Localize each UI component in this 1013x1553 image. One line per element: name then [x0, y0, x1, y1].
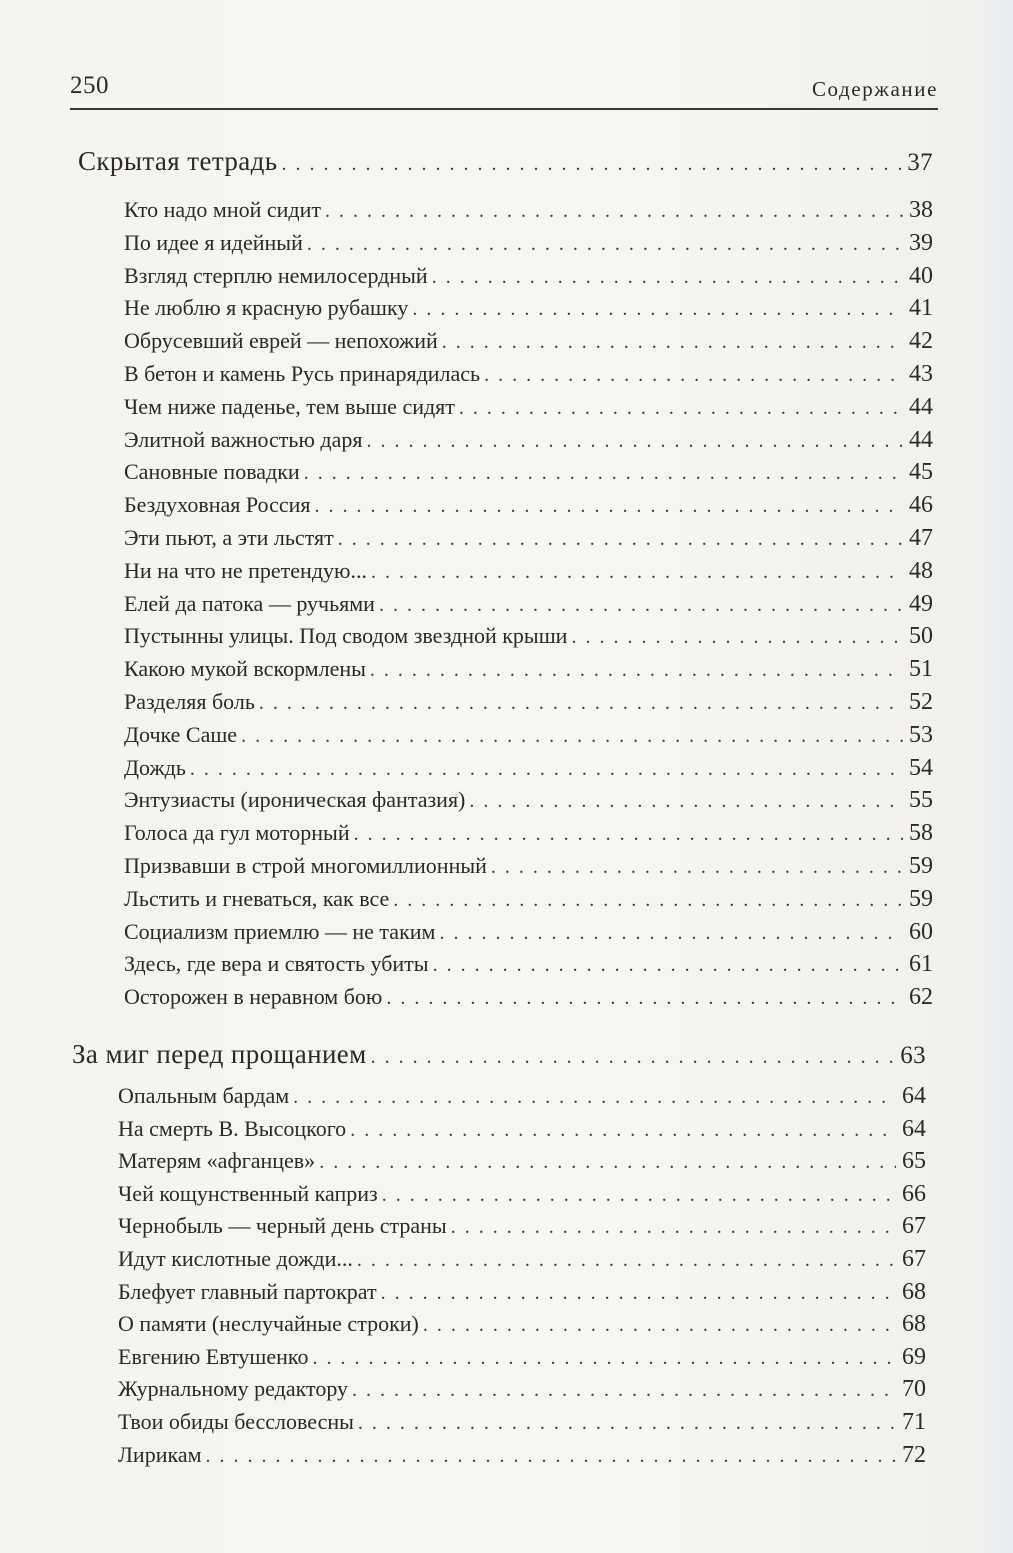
- toc-entry-page: 55: [909, 787, 933, 813]
- dot-leader: [307, 233, 903, 255]
- toc-entry-title: Дочке Саше: [124, 722, 238, 747]
- toc-entry-page: 41: [909, 295, 933, 321]
- dot-leader: [382, 1184, 896, 1206]
- dot-leader: [370, 659, 903, 681]
- toc-entry-title: Голоса да гул моторный: [124, 820, 350, 845]
- toc-entry-page: 64: [902, 1116, 926, 1142]
- toc-entry: [118, 1246, 926, 1278]
- dot-leader: [386, 987, 903, 1009]
- dot-leader: [206, 1445, 896, 1467]
- page-number: 250: [70, 72, 109, 99]
- dot-leader: [366, 430, 903, 452]
- section-heading-page: 37: [907, 149, 933, 176]
- dot-leader: [469, 790, 903, 812]
- toc-entry-page: 50: [909, 623, 933, 649]
- toc-entry: [118, 1083, 926, 1115]
- toc-entry: [124, 328, 933, 360]
- toc-entry-title: Осторожен в неравном бою: [124, 984, 383, 1009]
- dot-leader: [357, 1249, 896, 1271]
- toc-entry-title: Призвавши в строй многомиллионный: [124, 853, 487, 878]
- toc-entry: [124, 295, 933, 327]
- toc-entry-title: Какою мукой вскормлены: [124, 656, 366, 681]
- section-heading-title: Скрытая тетрадь: [78, 146, 278, 176]
- dot-leader: [304, 462, 903, 484]
- toc-entry-title: Чей кощунственный каприз: [118, 1181, 378, 1206]
- dot-leader: [412, 298, 903, 320]
- toc-entry: [124, 591, 933, 623]
- toc-entry-title: Елей да патока — ручьями: [124, 591, 375, 616]
- toc-entry: [124, 230, 933, 262]
- toc-entry: [124, 984, 933, 1016]
- toc-entry-title: О памяти (неслучайные строки): [118, 1311, 419, 1336]
- dot-leader: [354, 823, 903, 845]
- toc-entry-title: Льстить и гневаться, как все: [124, 886, 390, 911]
- dot-leader: [381, 1282, 896, 1304]
- toc-entry: [124, 656, 933, 688]
- toc-entry-title: Социализм приемлю — не таким: [124, 919, 436, 944]
- dot-leader: [259, 692, 903, 714]
- toc-entry: [124, 558, 933, 590]
- toc-entry-page: 69: [902, 1344, 926, 1370]
- dot-leader: [319, 1151, 896, 1173]
- toc-entry: [124, 459, 933, 491]
- toc-entry-title: Здесь, где вера и святость убиты: [124, 951, 429, 976]
- dot-leader: [325, 200, 903, 222]
- section-heading: [78, 146, 933, 180]
- dot-leader: [432, 266, 903, 288]
- toc-entry-title: Пустынны улицы. Под сводом звездной крыши: [124, 623, 568, 648]
- toc-entry: [118, 1311, 926, 1343]
- dot-leader: [484, 364, 903, 386]
- toc-entry-page: 39: [909, 230, 933, 256]
- toc-entry-page: 65: [902, 1148, 926, 1174]
- toc-entry: [124, 525, 933, 557]
- toc-entry: [124, 722, 933, 754]
- toc-entry: [124, 689, 933, 721]
- toc-entry-page: 52: [909, 689, 933, 715]
- toc-entry-title: Взгляд стерплю немилосердный: [124, 263, 428, 288]
- dot-leader: [371, 1046, 895, 1068]
- toc-entry-page: 59: [909, 886, 933, 912]
- toc-entry: [124, 427, 933, 459]
- dot-leader: [571, 626, 903, 648]
- dot-leader: [371, 561, 903, 583]
- toc-entry: [124, 951, 933, 983]
- toc-entry: [118, 1148, 926, 1180]
- toc-entry: [124, 197, 933, 229]
- toc-entry-page: 38: [909, 197, 933, 223]
- toc-entry: [118, 1116, 926, 1148]
- dot-leader: [338, 528, 903, 550]
- dot-leader: [393, 889, 903, 911]
- toc-entry-page: 59: [909, 853, 933, 879]
- toc-entry-page: 43: [909, 361, 933, 387]
- toc-entry: [118, 1213, 926, 1245]
- toc-entry-page: 49: [909, 591, 933, 617]
- toc-entry-title: Опальным бардам: [118, 1083, 290, 1108]
- toc-entry: [124, 361, 933, 393]
- toc-entry-page: 64: [902, 1083, 926, 1109]
- dot-leader: [282, 153, 902, 175]
- toc-entry-title: По идее я идейный: [124, 230, 303, 255]
- toc-entry-page: 51: [909, 656, 933, 682]
- toc-entry: [118, 1442, 926, 1474]
- toc-entry-page: 60: [909, 919, 933, 945]
- toc-entry-title: Эти пьют, а эти льстят: [124, 525, 334, 550]
- toc-entry-page: 62: [909, 984, 933, 1010]
- toc-entry-title: Сановные повадки: [124, 459, 300, 484]
- dot-leader: [312, 1347, 896, 1369]
- dot-leader: [379, 594, 903, 616]
- toc-entry-page: 42: [909, 328, 933, 354]
- toc-entry: [124, 787, 933, 819]
- dot-leader: [241, 725, 903, 747]
- toc-entry-title: Обрусевший еврей — непохожий: [124, 328, 438, 353]
- toc-entry-title: На смерть В. Высоцкого: [118, 1116, 347, 1141]
- toc-entry-title: Не люблю я красную рубашку: [124, 295, 409, 320]
- dot-leader: [352, 1379, 896, 1401]
- toc-entry: [124, 755, 933, 787]
- toc-entry-page: 72: [902, 1442, 926, 1468]
- toc-entry-page: 48: [909, 558, 933, 584]
- toc-entry-title: Чернобыль — черный день страны: [118, 1213, 447, 1238]
- toc-entry-title: Энтузиасты (ироническая фантазия): [124, 787, 466, 812]
- dot-leader: [433, 954, 903, 976]
- toc-entry: [124, 919, 933, 951]
- toc-entry: [124, 492, 933, 524]
- toc-entry-page: 70: [902, 1376, 926, 1402]
- toc-entry-page: 44: [909, 427, 933, 453]
- toc-entry-title: Идут кислотные дожди...: [118, 1246, 353, 1271]
- dot-leader: [358, 1412, 896, 1434]
- dot-leader: [190, 758, 903, 780]
- toc-entry-page: 45: [909, 459, 933, 485]
- toc-entry: [124, 853, 933, 885]
- toc-entry-title: Разделяя боль: [124, 689, 255, 714]
- toc-entry-page: 67: [902, 1213, 926, 1239]
- toc-entry-page: 67: [902, 1246, 926, 1272]
- toc-entry: [124, 394, 933, 426]
- toc-entry: [124, 623, 933, 655]
- toc-entry-title: Лирикам: [118, 1442, 202, 1467]
- toc-entry-title: Твои обиды бессловесны: [118, 1409, 354, 1434]
- running-head: Содержание: [811, 77, 938, 101]
- toc-entry-title: Журнальному редактору: [118, 1376, 349, 1401]
- toc-entry: [118, 1409, 926, 1441]
- toc-entry-title: В бетон и камень Русь принарядилась: [124, 361, 481, 386]
- section-heading: [72, 1039, 926, 1073]
- dot-leader: [439, 922, 903, 944]
- toc-entry: [118, 1376, 926, 1408]
- toc-entry-page: 46: [909, 492, 933, 518]
- toc-entry-page: 66: [902, 1181, 926, 1207]
- toc-entry-title: Матерям «афганцев»: [118, 1148, 316, 1173]
- toc-entry-title: Кто надо мной сидит: [124, 197, 321, 222]
- toc-entry-page: 44: [909, 394, 933, 420]
- toc-entry-page: 53: [909, 722, 933, 748]
- dot-leader: [423, 1314, 896, 1336]
- dot-leader: [459, 397, 903, 419]
- dot-leader: [293, 1086, 896, 1108]
- dot-leader: [451, 1216, 896, 1238]
- toc-entry-title: Чем ниже паденье, тем выше сидят: [124, 394, 455, 419]
- toc-entry: [124, 263, 933, 295]
- toc-entry: [124, 886, 933, 918]
- section-heading-page: 63: [900, 1042, 926, 1069]
- toc-entry: [124, 820, 933, 852]
- toc-entry-page: 47: [909, 525, 933, 551]
- toc-entry-page: 40: [909, 263, 933, 289]
- toc-entry: [118, 1344, 926, 1376]
- dot-leader: [491, 856, 903, 878]
- toc-entry-page: 68: [902, 1311, 926, 1337]
- toc-entry-title: Бездуховная Россия: [124, 492, 311, 517]
- toc-entry-page: 54: [909, 755, 933, 781]
- toc-entry: [118, 1181, 926, 1213]
- toc-entry-title: Дождь: [124, 755, 186, 780]
- dot-leader: [315, 495, 903, 517]
- toc-entry-page: 71: [902, 1409, 926, 1435]
- toc-entry-title: Элитной важностью даря: [124, 427, 363, 452]
- dot-leader: [442, 331, 903, 353]
- toc-entry-page: 68: [902, 1279, 926, 1305]
- toc-entry-title: Евгению Евтушенко: [118, 1344, 309, 1369]
- toc-entry: [118, 1279, 926, 1311]
- toc-entry-page: 61: [909, 951, 933, 977]
- toc-entry-page: 58: [909, 820, 933, 846]
- section-heading-title: За миг перед прощанием: [72, 1039, 367, 1069]
- dot-leader: [350, 1119, 896, 1141]
- toc-entry-title: Блефует главный партократ: [118, 1279, 377, 1304]
- toc-entry-title: Ни на что не претендую...: [124, 558, 367, 583]
